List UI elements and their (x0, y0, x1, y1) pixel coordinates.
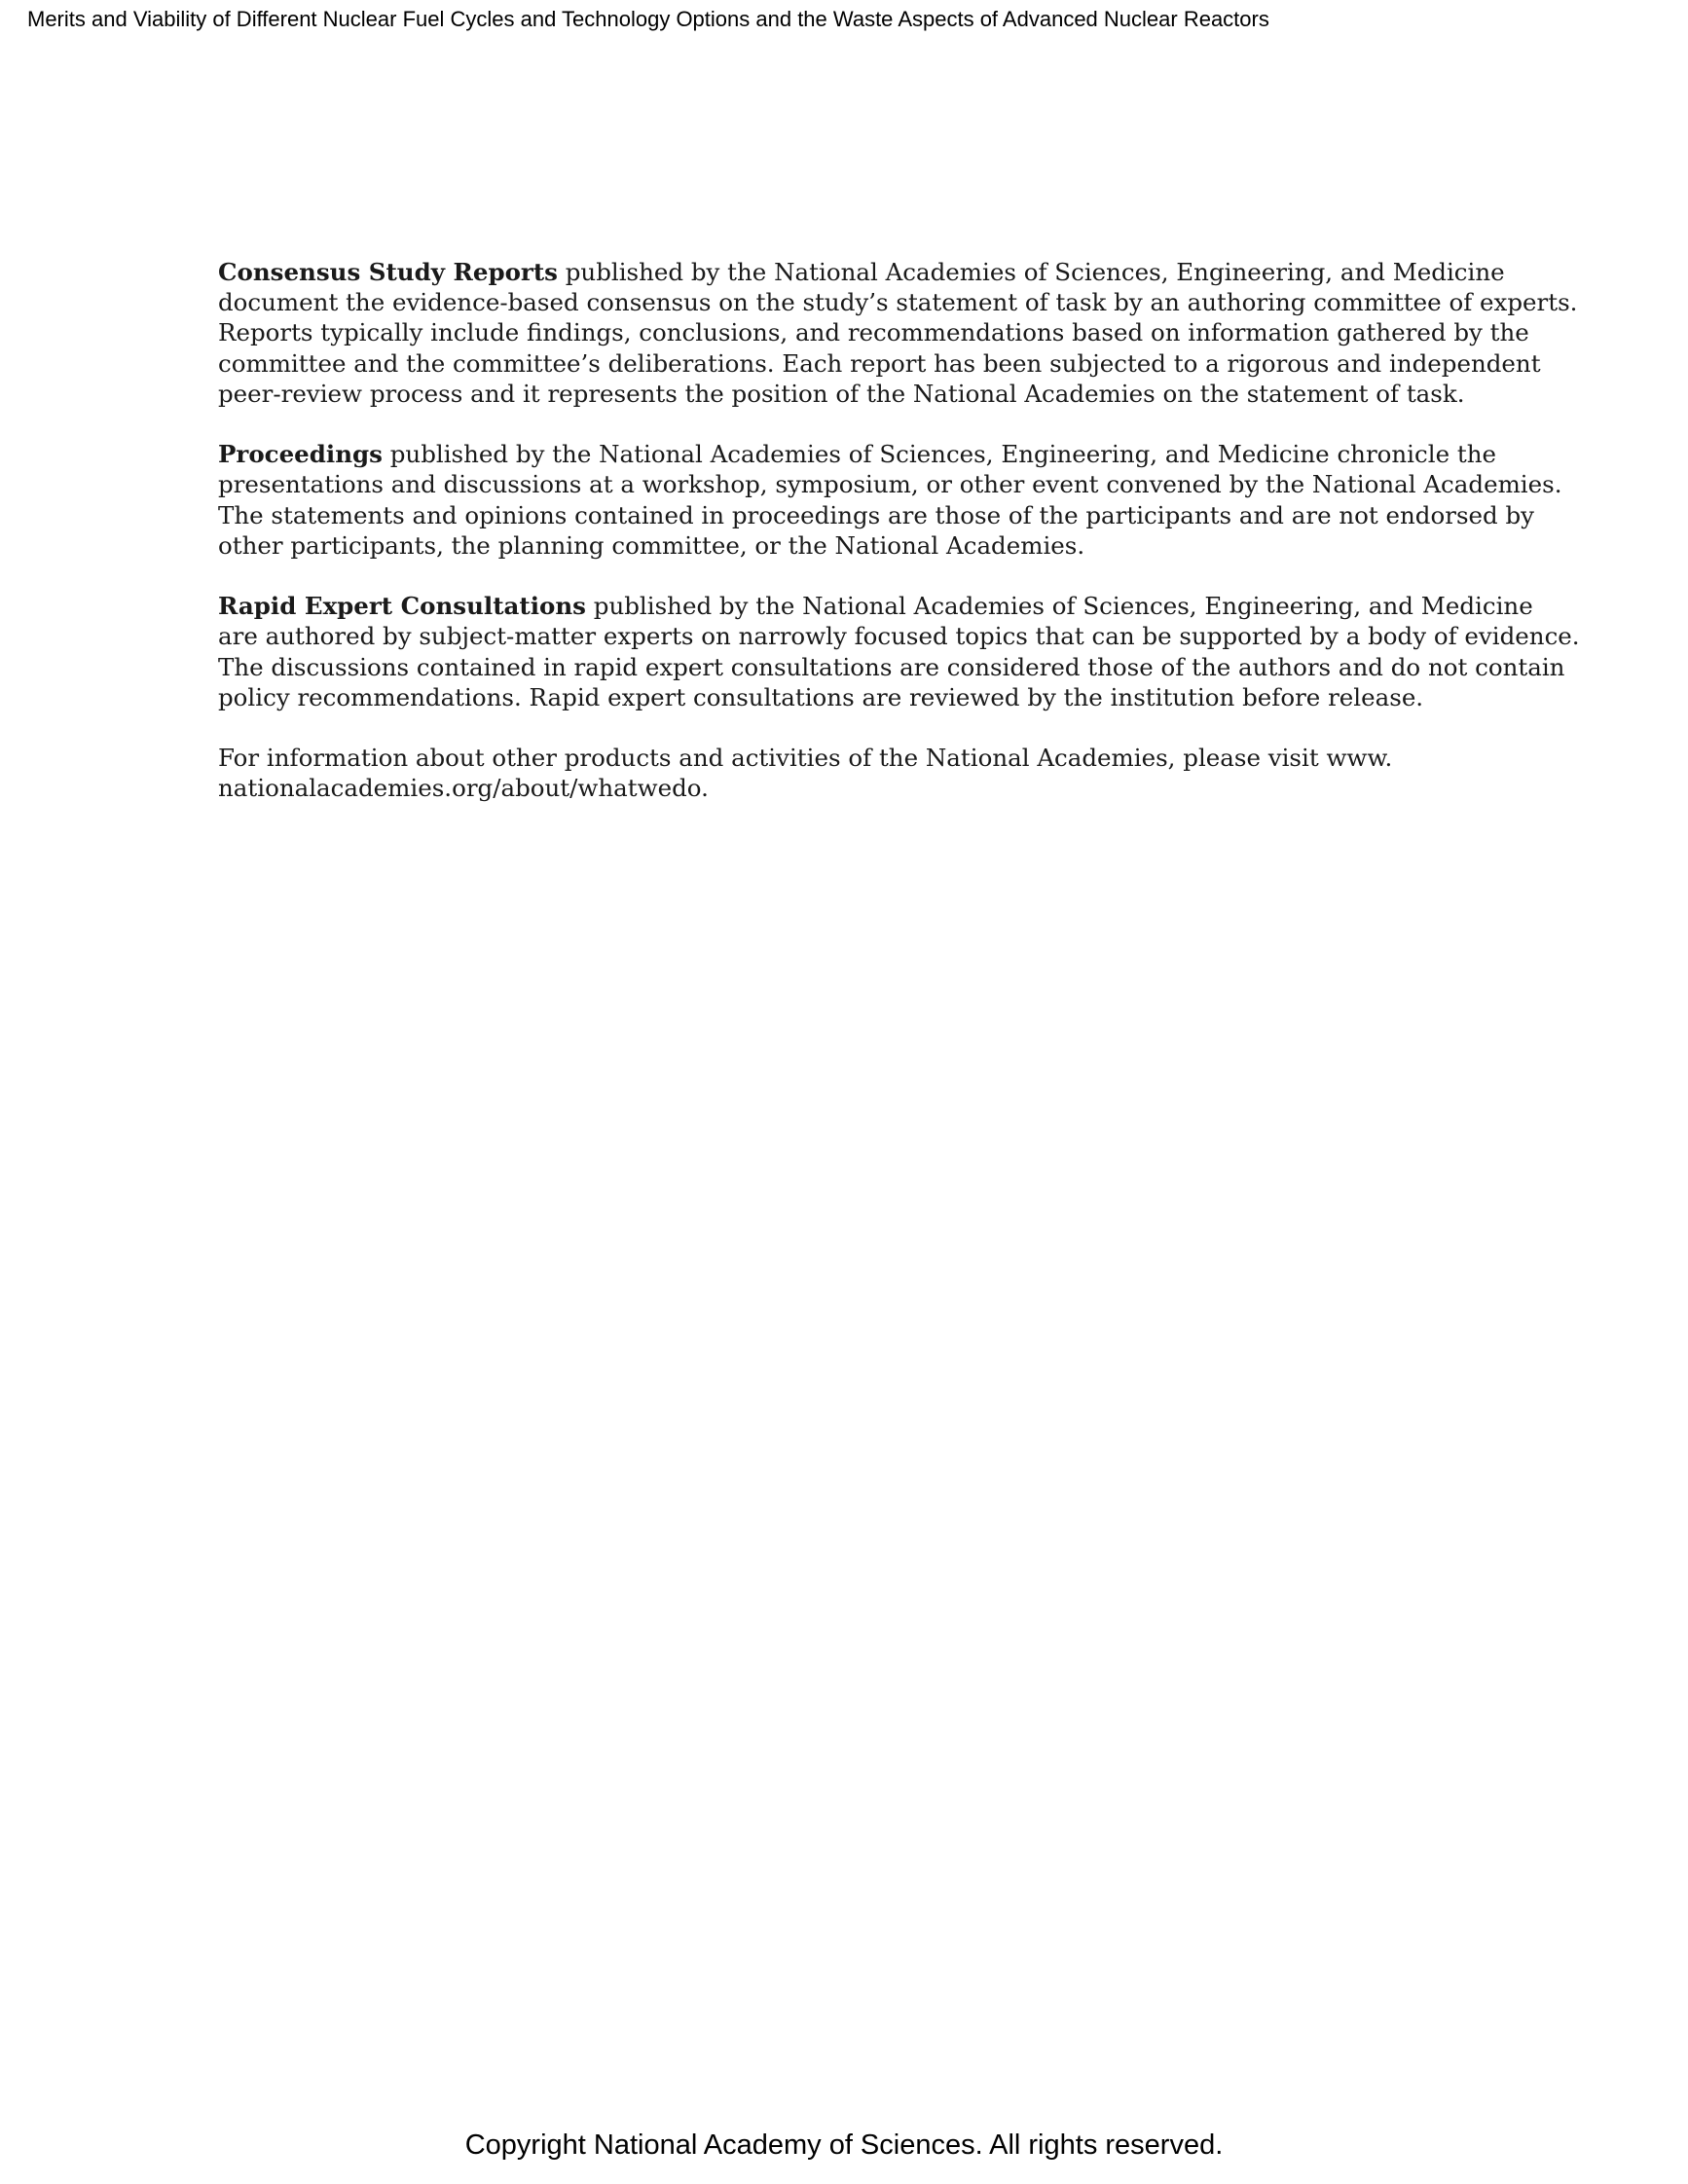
paragraph-line (218, 257, 1505, 287)
paragraph-line: document the evidence-based consensus on the study’s statement of task by an authoring committee of experts. (218, 288, 1578, 317)
rapid-expert-consultations-lead: Rapid Expert Consultations (218, 592, 586, 621)
paragraph-line: nationalacademies.org/about/whatwedo. (218, 774, 709, 803)
proceedings-paragraph (218, 439, 1562, 561)
more-information-paragraph (218, 743, 1484, 803)
paragraph-line (218, 439, 1496, 469)
paragraph-line: policy recommendations. Rapid expert consultations are reviewed by the institution before release. (218, 682, 1424, 711)
proceedings-lead: Proceedings (218, 440, 383, 469)
paragraph-line: presentations and discussions at a workshop, symposium, or other event convened by the National Academies. (218, 470, 1562, 499)
paragraph-line-text: published by the National Academies of Sciences, Engineering, and Medicine chronicle the (382, 440, 1496, 469)
paragraph-line (218, 591, 1533, 621)
paragraph-line: Reports typically include findings, conclusions, and recommendations based on information gathered by the (218, 318, 1529, 347)
paragraph-line: are authored by subject-matter experts on narrowly focused topics that can be supported by a body of evidence. (218, 622, 1580, 651)
document-body (218, 257, 1580, 834)
consensus-study-reports-lead: Consensus Study Reports (218, 258, 558, 286)
paragraph-line: The statements and opinions contained in proceedings are those of the participants and are not endorsed by (218, 500, 1535, 529)
running-header-title: Merits and Viability of Different Nuclear Fuel Cycles and Technology Options and the Waste Aspects of Advanced Nuclear Reactors (27, 7, 1269, 31)
rapid-expert-consultations-paragraph (218, 591, 1580, 712)
paragraph-line: other participants, the planning committee, or the National Academies. (218, 530, 1085, 560)
paragraph-line: peer-review process and it represents the position of the National Academies on the statement of task. (218, 379, 1465, 408)
paragraph-line-text: published by the National Academies of Sciences, Engineering, and Medicine (557, 258, 1505, 286)
paragraph-line: committee and the committee’s deliberations. Each report has been subjected to a rigorous and independent (218, 348, 1541, 378)
paragraph-line: The discussions contained in rapid expert consultations are considered those of the authors and do not contain (218, 652, 1565, 681)
paragraph-line-text: published by the National Academies of Sciences, Engineering, and Medicine (585, 592, 1533, 621)
copyright-footer: Copyright National Academy of Sciences. All rights reserved. (464, 2129, 1224, 2161)
consensus-study-reports-paragraph (218, 257, 1578, 409)
paragraph-line: For information about other products and activities of the National Academies, please visit www. (218, 744, 1393, 773)
